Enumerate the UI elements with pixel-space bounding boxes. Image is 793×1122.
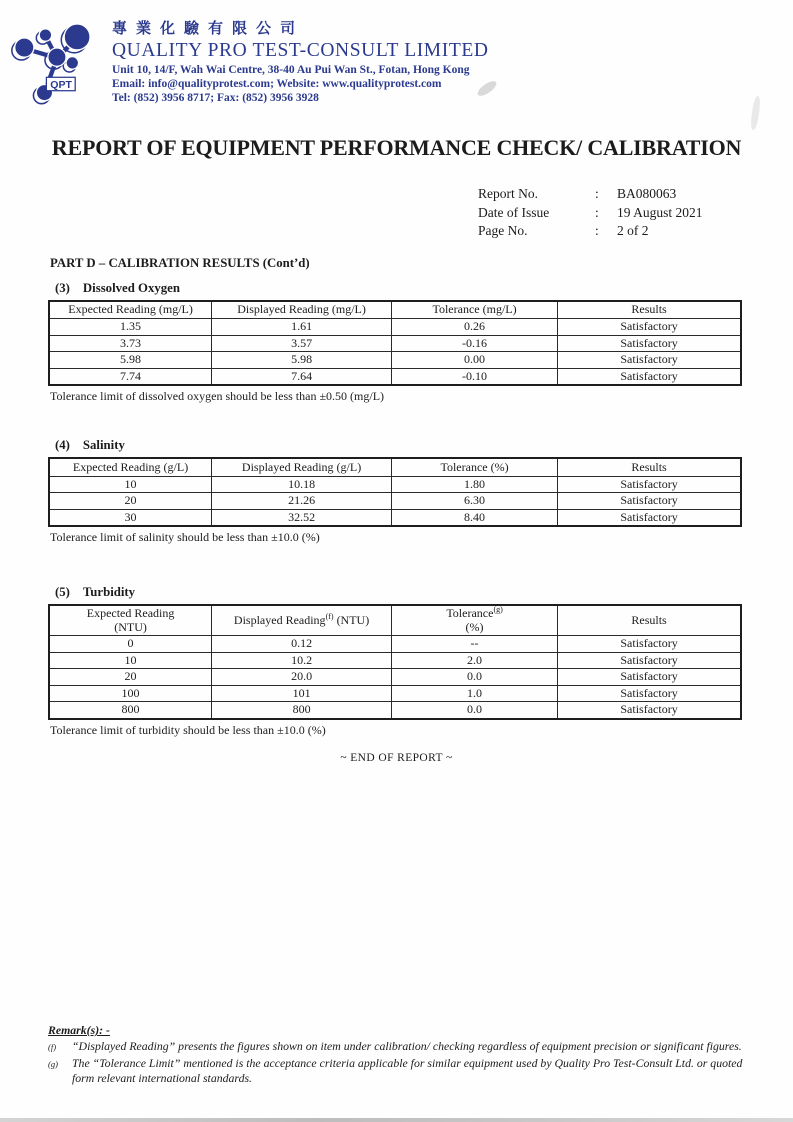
- table-cell: 10.2: [212, 652, 392, 669]
- table-row: [49, 368, 741, 385]
- table-header-row: [49, 458, 741, 476]
- report-title: REPORT OF EQUIPMENT PERFORMANCE CHECK/ CALIBRATION: [51, 135, 742, 160]
- company-name-english: QUALITY PRO TEST-CONSULT LIMITED: [112, 40, 489, 61]
- date-of-issue-label: Date of Issue: [478, 204, 550, 220]
- table-cell: 5.98: [212, 352, 392, 369]
- header-line: (%): [465, 619, 484, 634]
- table-row: [49, 476, 741, 493]
- page-number-value: 2 of 2: [617, 223, 649, 238]
- column-header: Results: [558, 605, 741, 636]
- table-cell: 30: [49, 509, 212, 526]
- table-cell: Satisfactory: [558, 368, 741, 385]
- table-cell: 1.0: [392, 685, 558, 702]
- column-header: Displayed Reading (mg/L): [212, 301, 392, 319]
- column-header: [212, 605, 392, 636]
- footnote-marker: (f): [325, 611, 334, 621]
- table-row: [49, 685, 741, 702]
- section-number: (5): [55, 585, 70, 599]
- table-cell: Satisfactory: [558, 685, 741, 702]
- table-cell: 0.26: [392, 319, 558, 336]
- company-name-chinese: 專業化驗有限公司: [112, 21, 305, 37]
- company-info: [112, 12, 489, 108]
- table-cell: -0.10: [392, 368, 558, 385]
- table-cell: 0.0: [392, 669, 558, 686]
- page-bottom-edge: [0, 1118, 793, 1122]
- table-cell: 10: [49, 652, 212, 669]
- table-cell: -0.16: [392, 335, 558, 352]
- column-header: [392, 605, 558, 636]
- table-row: [49, 352, 741, 369]
- table-cell: 10.18: [212, 476, 392, 493]
- table-cell: 20: [49, 669, 212, 686]
- table-cell: 6.30: [392, 493, 558, 510]
- table-cell: 7.64: [212, 368, 392, 385]
- table-cell: 20: [49, 493, 212, 510]
- table-cell: 100: [49, 685, 212, 702]
- column-header: Displayed Reading (g/L): [212, 458, 392, 476]
- table-row: [49, 319, 741, 336]
- remark-marker: (g): [48, 1059, 58, 1069]
- column-header: Tolerance (%): [392, 458, 558, 476]
- table-cell: 2.0: [392, 652, 558, 669]
- section-number: (4): [55, 438, 70, 452]
- column-header: Results: [558, 458, 741, 476]
- header-text: Tolerance: [446, 606, 494, 620]
- section-heading-turbidity: [55, 585, 793, 600]
- remark-item-f: [48, 1039, 757, 1055]
- table-cell: 1.61: [212, 319, 392, 336]
- header-suffix: (NTU): [333, 612, 370, 627]
- table-cell: 10: [49, 476, 212, 493]
- tolerance-note: Tolerance limit of salinity should be less than ±10.0 (%): [50, 530, 320, 544]
- remarks-title: Remark(s): -: [48, 1023, 110, 1037]
- header-line: Expected Reading: [86, 606, 175, 620]
- company-address: Unit 10, 14/F, Wah Wai Centre, 38-40 Au Pui Wan St., Fotan, Hong Kong: [112, 64, 470, 76]
- footnote-marker: (g): [493, 605, 503, 614]
- table-cell: 32.52: [212, 509, 392, 526]
- column-header: Tolerance (mg/L): [392, 301, 558, 319]
- salinity-table: [48, 457, 742, 527]
- date-of-issue-value: 19 August 2021: [617, 204, 703, 220]
- date-of-issue-row: [478, 204, 793, 223]
- report-number-label: Report No.: [478, 186, 538, 201]
- table-cell: Satisfactory: [558, 509, 741, 526]
- company-phone: Tel: (852) 3956 8717; Fax: (852) 3956 3928: [112, 92, 319, 104]
- table-cell: 800: [49, 702, 212, 719]
- section-number: (3): [55, 280, 70, 295]
- table-header-row: [49, 301, 741, 319]
- table-cell: Satisfactory: [558, 319, 741, 336]
- separator: :: [595, 204, 599, 220]
- table-row: [49, 335, 741, 352]
- table-cell: Satisfactory: [558, 352, 741, 369]
- table-row: [49, 493, 741, 510]
- header-line: (NTU): [114, 619, 147, 634]
- letterhead: [0, 0, 793, 108]
- table-cell: 21.26: [212, 493, 392, 510]
- table-cell: Satisfactory: [558, 493, 741, 510]
- company-contact: Email: info@qualityprotest.com; Website: www.qualityprotest.com: [112, 78, 442, 90]
- table-row: [49, 509, 741, 526]
- part-d-heading: PART D – CALIBRATION RESULTS (Cont’d): [50, 255, 310, 270]
- table-row: [49, 702, 741, 719]
- turbidity-table: [48, 604, 742, 720]
- table-cell: Satisfactory: [558, 702, 741, 719]
- column-header: Expected Reading (mg/L): [49, 301, 212, 319]
- table-cell: 1.80: [392, 476, 558, 493]
- section-name: Dissolved Oxygen: [82, 280, 180, 295]
- remark-marker: (f): [48, 1042, 57, 1052]
- section-heading-salinity: [55, 438, 793, 453]
- table-cell: 0: [49, 636, 212, 653]
- tolerance-note: Tolerance limit of dissolved oxygen should be less than ±0.50 (mg/L): [50, 389, 385, 403]
- remark-item-g: [48, 1056, 757, 1086]
- logo-text: QPT: [50, 78, 72, 91]
- column-header: Expected Reading (g/L): [49, 458, 212, 476]
- section-heading-dissolved-oxygen: [55, 281, 793, 296]
- separator: :: [595, 186, 599, 201]
- table-header-row: [49, 605, 741, 636]
- table-cell: 0.0: [392, 702, 558, 719]
- table-cell: Satisfactory: [558, 636, 741, 653]
- table-cell: Satisfactory: [558, 652, 741, 669]
- table-cell: Satisfactory: [558, 669, 741, 686]
- dissolved-oxygen-table: [48, 300, 742, 387]
- column-header: [49, 605, 212, 636]
- table-cell: 7.74: [49, 368, 212, 385]
- remark-text: The “Tolerance Limit” mentioned is the acceptance criteria applicable for similar equipment used by Quality Pro Test-Consult Ltd. or quoted form relevant international standards.: [72, 1056, 743, 1085]
- table-cell: Satisfactory: [558, 476, 741, 493]
- page-number-row: [478, 222, 793, 241]
- section-name: Turbidity: [82, 585, 136, 599]
- table-cell: 800: [212, 702, 392, 719]
- end-of-report-marker: ~ END OF REPORT ~: [340, 751, 453, 764]
- remarks-block: [48, 1023, 757, 1086]
- table-cell: 1.35: [49, 319, 212, 336]
- table-cell: 0.12: [212, 636, 392, 653]
- page-number-label: Page No.: [478, 223, 528, 238]
- remark-text: “Displayed Reading” presents the figures shown on item under calibration/ checking regardless of equipment precision or significant figures.: [72, 1039, 742, 1053]
- table-row: [49, 669, 741, 686]
- table-row: [49, 652, 741, 669]
- qpt-molecule-logo-icon: [8, 12, 104, 108]
- table-cell: 20.0: [212, 669, 392, 686]
- separator: :: [595, 223, 599, 238]
- tolerance-note: Tolerance limit of turbidity should be less than ±10.0 (%): [50, 722, 326, 737]
- section-name: Salinity: [82, 438, 125, 452]
- table-row: [49, 636, 741, 653]
- report-info-block: [478, 185, 793, 241]
- table-cell: 3.73: [49, 335, 212, 352]
- column-header: Results: [558, 301, 741, 319]
- report-number-value: BA080063: [617, 186, 677, 201]
- table-cell: 3.57: [212, 335, 392, 352]
- table-cell: 5.98: [49, 352, 212, 369]
- table-cell: 0.00: [392, 352, 558, 369]
- table-cell: Satisfactory: [558, 335, 741, 352]
- table-cell: 8.40: [392, 509, 558, 526]
- table-cell: 101: [212, 685, 392, 702]
- table-cell: --: [392, 636, 558, 653]
- header-text: Displayed Reading: [233, 612, 326, 627]
- report-number-row: [478, 185, 793, 204]
